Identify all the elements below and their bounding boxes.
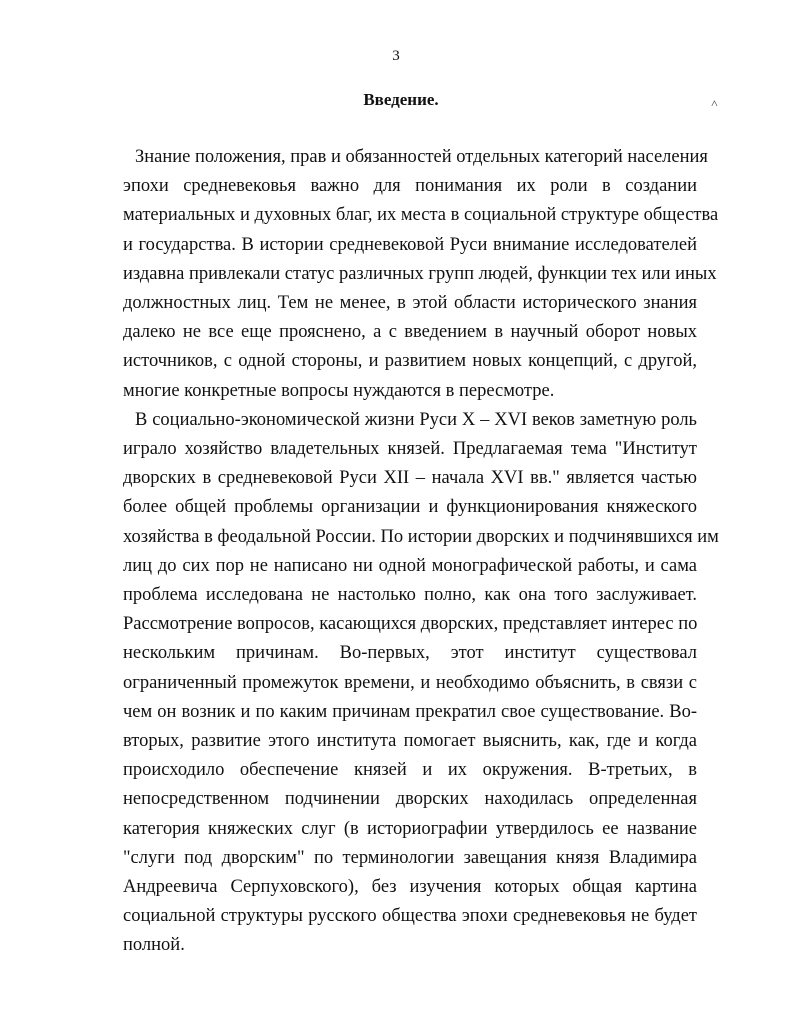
text-line: лиц до сих пор не написано ни одной монографической работы, и сама [123, 555, 697, 576]
page-number: 3 [392, 48, 400, 64]
section-heading: Введение. [363, 90, 439, 109]
text-line: хозяйства в феодальной России. По истории дворских и подчинявшихся им [123, 526, 719, 547]
text-line: Андреевича Серпуховского), без изучения которых общая картина [123, 877, 697, 898]
text-line: должностных лиц. Тем не менее, в этой области исторического знания [123, 293, 697, 314]
text-line: играло хозяйство владетельных князей. Предлагаемая тема "Институт [123, 439, 697, 460]
text-line: многие конкретные вопросы нуждаются в пересмотре. [123, 380, 555, 401]
text-line: дворских в средневековой Руси XII – начала XVI вв." является частью [123, 468, 697, 489]
text-line: и государства. В истории средневековой Руси внимание исследователей [123, 234, 697, 255]
scan-speck: ˄ [711, 96, 718, 110]
text-line: проблема исследована не настолько полно, как она того заслуживает. [123, 585, 697, 606]
text-line: нескольким причинам. Во-первых, этот институт существовал [123, 643, 697, 664]
text-line: источников, с одной стороны, и развитием новых концепций, с другой, [123, 351, 697, 372]
text-line: "слуги под дворским" по терминологии завещания князя Владимира [123, 847, 697, 868]
text-line: далеко не все еще прояснено, а с введением в научный оборот новых [123, 322, 697, 343]
text-line: категория княжеских слуг (в историографии утвердилось ее название [123, 818, 697, 839]
text-line: материальных и духовных благ, их места в социальной структуре общества [123, 205, 719, 226]
text-line: социальной структуры русского общества эпохи средневековья не будет [123, 906, 697, 927]
text-line: полной. [123, 935, 185, 956]
text-line: вторых, развитие этого института помогает выяснить, как, где и когда [123, 731, 697, 752]
text-line: издавна привлекали статус различных групп людей, функции тех или иных [123, 263, 717, 284]
text-line: чем он возник и по каким причинам прекратил свое существование. Во- [123, 701, 697, 722]
paragraph-1 [111, 143, 719, 406]
text-line: Знание положения, прав и обязанностей отдельных категорий населения [135, 147, 708, 167]
text-line: происходило обеспечение князей и их окружения. В-третьих, в [123, 760, 697, 781]
text-line: эпохи средневековья важно для понимания их роли в создании [123, 176, 697, 197]
text-line: В социально-экономической жизни Руси X – XVI веков заметную роль [135, 409, 697, 430]
text-line: ограниченный промежуток времени, и необходимо объяснить, в связи с [123, 672, 697, 693]
text-line: Рассмотрение вопросов, касающихся дворских, представляет интерес по [123, 614, 698, 635]
text-line: непосредственном подчинении дворских находилась определенная [123, 789, 697, 810]
paragraph-2 [111, 406, 719, 961]
body-text [111, 143, 719, 961]
text-line: более общей проблемы организации и функционирования княжеского [123, 497, 697, 518]
